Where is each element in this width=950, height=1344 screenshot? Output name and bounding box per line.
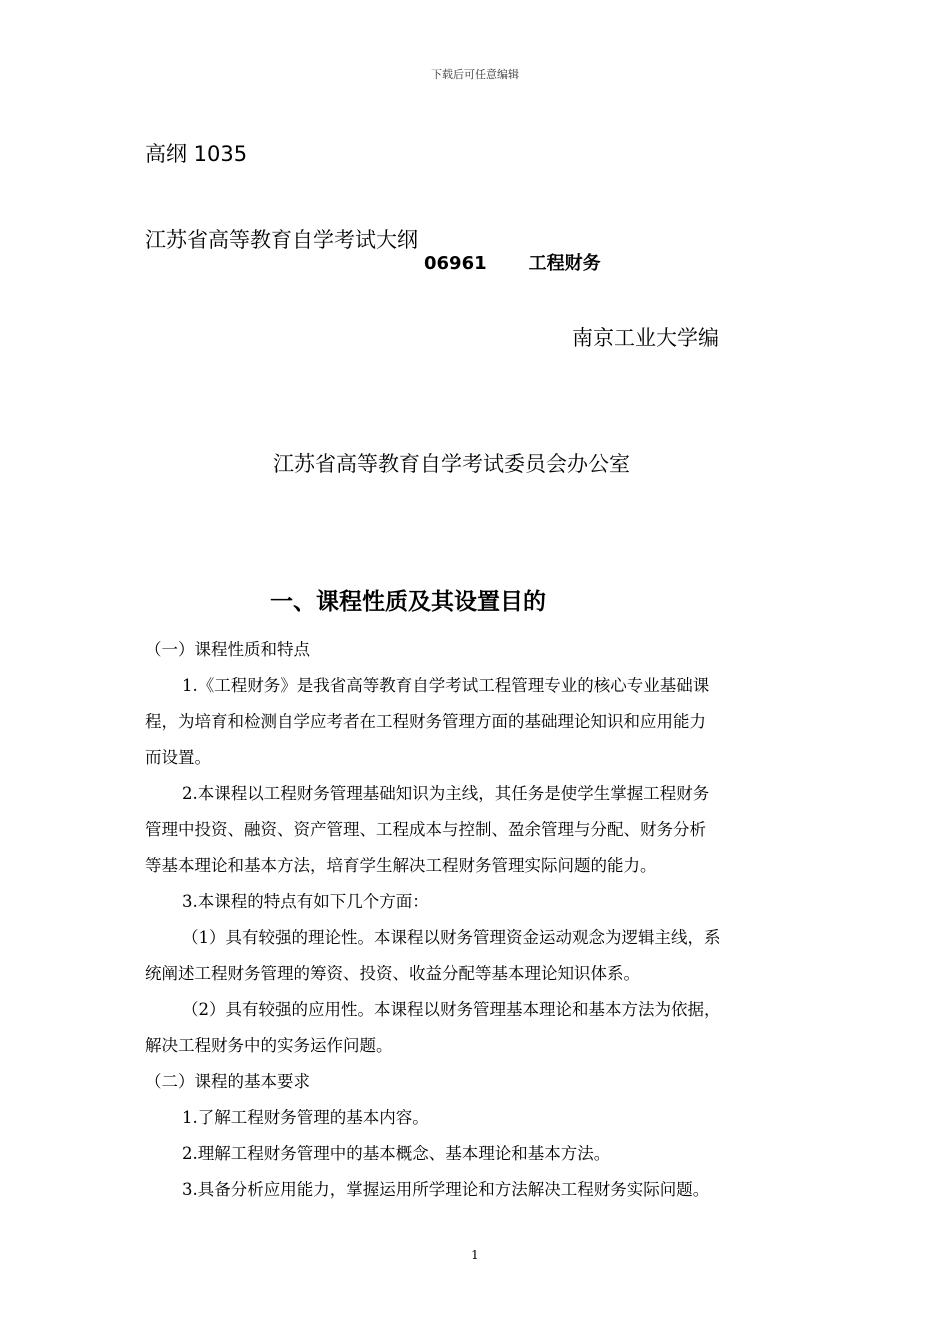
requirement-item: 3.具备分析应用能力，掌握运用所学理论和方法解决工程财务实际问题。	[182, 1180, 710, 1199]
course-line	[424, 249, 601, 275]
issuing-office: 江苏省高等教育自学考试委员会办公室	[273, 452, 630, 476]
body-line: 2.本课程以工程财务管理基础知识为主线，其任务是使学生掌握工程财务	[182, 784, 710, 803]
body-line: 管理中投资、融资、资产管理、工程成本与控制、盈余管理与分配、财务分析	[145, 820, 706, 839]
body-line: 1.《工程财务》是我省高等教育自学考试工程管理专业的核心专业基础课	[182, 676, 710, 695]
body-line: 而设置。	[145, 748, 211, 767]
body-line: （2）具有较强的应用性。本课程以财务管理基本理论和基本方法为依据，	[182, 1000, 721, 1019]
body-line: 3.本课程的特点有如下几个方面：	[182, 892, 429, 911]
requirement-item: 1.了解工程财务管理的基本内容。	[182, 1108, 429, 1127]
body-line: 等基本理论和基本方法，培育学生解决工程财务管理实际问题的能力。	[145, 856, 657, 875]
document-code: 高纲 1035	[145, 142, 248, 166]
course-code: 06961	[424, 253, 487, 274]
body-line: （1）具有较强的理论性。本课程以财务管理资金运动观念为逻辑主线，系	[182, 928, 721, 947]
subsection-heading: （一）课程性质和特点	[145, 640, 310, 659]
body-line: 解决工程财务中的实务运作问题。	[145, 1036, 393, 1055]
subsection-heading: （二）课程的基本要求	[145, 1072, 310, 1091]
editor-line: 南京工业大学编	[572, 326, 719, 350]
body-line: 程，为培育和检测自学应考者在工程财务管理方面的基础理论知识和应用能力	[145, 712, 706, 731]
course-name: 工程财务	[528, 253, 601, 274]
page-number: 1	[471, 1248, 479, 1262]
body-line: 统阐述工程财务管理的筹资、投资、收益分配等基本理论知识体系。	[145, 964, 640, 983]
page-header-note: 下载后可任意编辑	[431, 68, 519, 81]
requirement-item: 2.理解工程财务管理中的基本概念、基本理论和基本方法。	[182, 1144, 611, 1163]
document-title: 江苏省高等教育自学考试大纲	[145, 228, 418, 252]
section-heading: 一、课程性质及其设置目的	[270, 589, 546, 615]
